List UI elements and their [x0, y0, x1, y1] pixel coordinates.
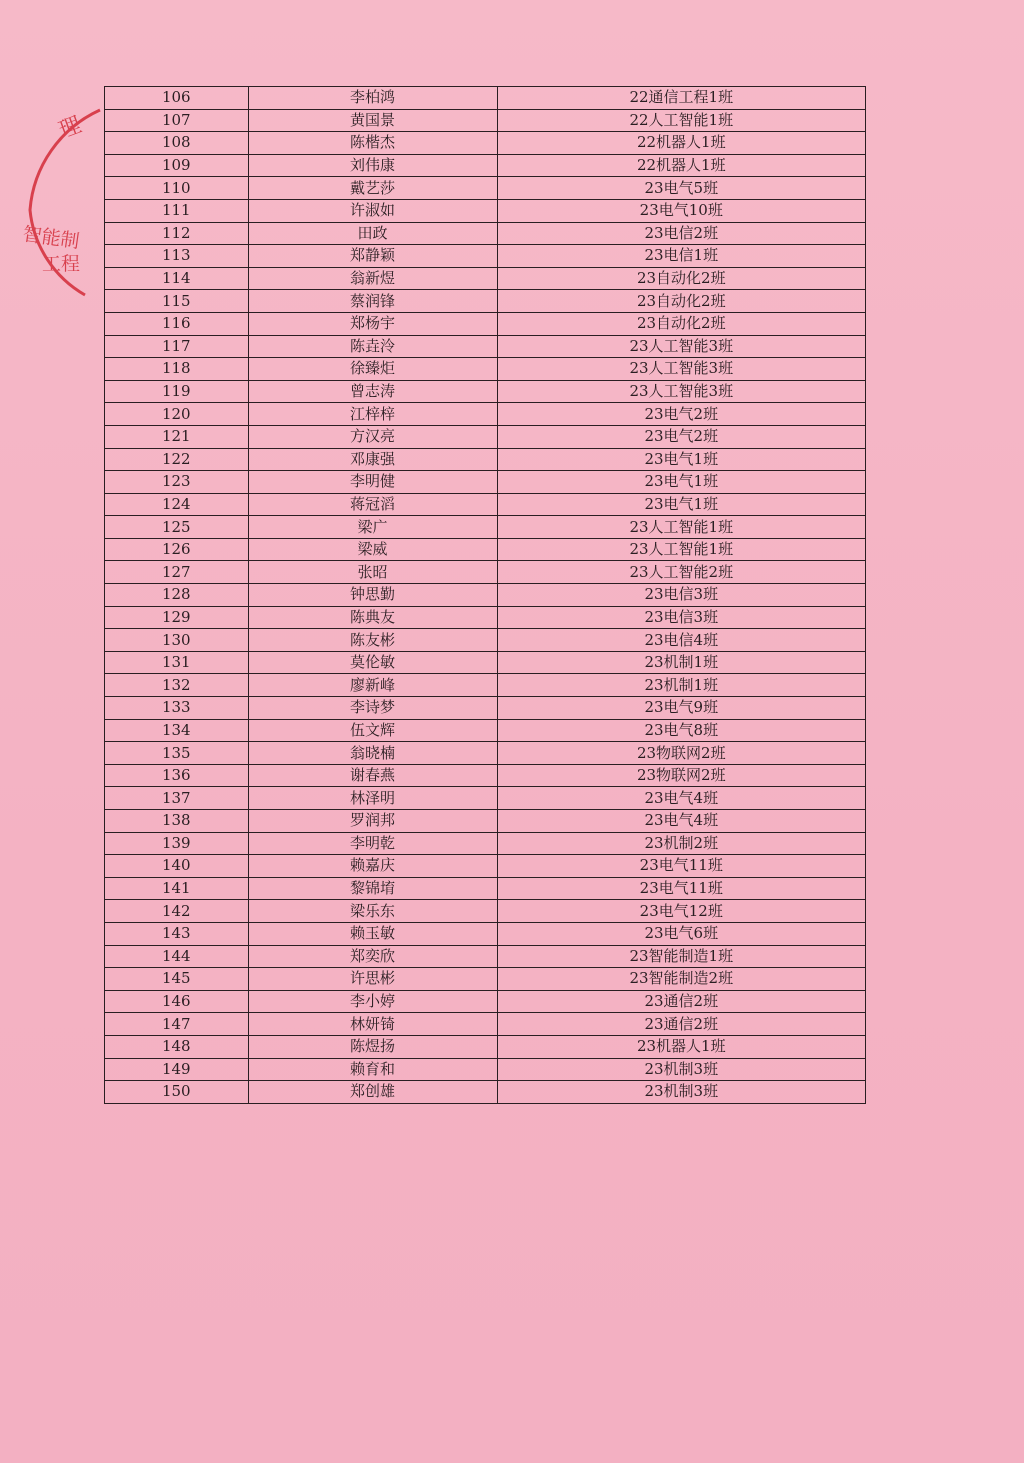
- class-name-cell: 23自动化2班: [497, 312, 865, 335]
- class-name-cell: 23人工智能2班: [497, 561, 865, 584]
- row-number-cell: 148: [105, 1035, 249, 1058]
- table-row: [105, 877, 866, 900]
- class-name-cell: 23自动化2班: [497, 267, 865, 290]
- table-row: [105, 199, 866, 222]
- student-name-cell: 陈垚泠: [248, 335, 497, 358]
- student-name-cell: 戴艺莎: [248, 177, 497, 200]
- row-number-cell: 126: [105, 538, 249, 561]
- student-name-cell: 曾志涛: [248, 380, 497, 403]
- student-name-cell: 林泽明: [248, 787, 497, 810]
- seal-text-3: 工程: [42, 253, 81, 275]
- class-name-cell: 23通信2班: [497, 990, 865, 1013]
- class-name-cell: 23电气1班: [497, 448, 865, 471]
- row-number-cell: 138: [105, 810, 249, 833]
- class-name-cell: 23电气2班: [497, 403, 865, 426]
- class-name-cell: 23电信3班: [497, 584, 865, 607]
- table-row: [105, 697, 866, 720]
- student-name-cell: 郑静颖: [248, 245, 497, 268]
- student-name-cell: 郑杨宇: [248, 312, 497, 335]
- table-row: [105, 403, 866, 426]
- official-seal: [0, 90, 110, 310]
- table-row: [105, 471, 866, 494]
- table-row: [105, 448, 866, 471]
- row-number-cell: 146: [105, 990, 249, 1013]
- table-row: [105, 425, 866, 448]
- student-name-cell: 方汉亮: [248, 425, 497, 448]
- row-number-cell: 130: [105, 629, 249, 652]
- table-row: [105, 968, 866, 991]
- table-row: [105, 787, 866, 810]
- table-row: [105, 651, 866, 674]
- student-name-cell: 李明乾: [248, 832, 497, 855]
- row-number-cell: 136: [105, 764, 249, 787]
- seal-graphic: [0, 90, 110, 310]
- student-name-cell: 郑奕欣: [248, 945, 497, 968]
- class-name-cell: 23人工智能3班: [497, 380, 865, 403]
- student-name-cell: 赖嘉庆: [248, 855, 497, 878]
- class-name-cell: 23电信4班: [497, 629, 865, 652]
- class-name-cell: 23电气4班: [497, 810, 865, 833]
- class-name-cell: 23通信2班: [497, 1013, 865, 1036]
- table-row: [105, 719, 866, 742]
- class-name-cell: 22通信工程1班: [497, 87, 865, 110]
- student-name-cell: 赖玉敏: [248, 922, 497, 945]
- row-number-cell: 111: [105, 199, 249, 222]
- seal-text-2: 智能制: [21, 223, 81, 253]
- table-row: [105, 922, 866, 945]
- class-name-cell: 22机器人1班: [497, 132, 865, 155]
- table-row: [105, 1058, 866, 1081]
- table-row: [105, 1081, 866, 1104]
- student-name-cell: 黄国景: [248, 109, 497, 132]
- student-name-cell: 陈楷杰: [248, 132, 497, 155]
- class-name-cell: 23自动化2班: [497, 290, 865, 313]
- class-name-cell: 23机器人1班: [497, 1035, 865, 1058]
- row-number-cell: 122: [105, 448, 249, 471]
- table-row: [105, 109, 866, 132]
- class-name-cell: 23电气1班: [497, 471, 865, 494]
- class-name-cell: 23电气11班: [497, 855, 865, 878]
- table-row: [105, 132, 866, 155]
- table-row: [105, 267, 866, 290]
- table-row: [105, 674, 866, 697]
- table-row: [105, 606, 866, 629]
- class-name-cell: 23电信2班: [497, 222, 865, 245]
- class-name-cell: 23人工智能1班: [497, 516, 865, 539]
- student-name-cell: 许淑如: [248, 199, 497, 222]
- table-row: [105, 764, 866, 787]
- class-name-cell: 23电气11班: [497, 877, 865, 900]
- student-name-cell: 郑创雄: [248, 1081, 497, 1104]
- table-row: [105, 561, 866, 584]
- row-number-cell: 133: [105, 697, 249, 720]
- class-name-cell: 23电气12班: [497, 900, 865, 923]
- class-name-cell: 23机制3班: [497, 1058, 865, 1081]
- student-name-cell: 李柏鸿: [248, 87, 497, 110]
- student-name-cell: 江梓梓: [248, 403, 497, 426]
- class-name-cell: 23智能制造1班: [497, 945, 865, 968]
- class-name-cell: 23电气1班: [497, 493, 865, 516]
- student-name-cell: 梁广: [248, 516, 497, 539]
- class-name-cell: 23机制3班: [497, 1081, 865, 1104]
- student-name-cell: 李明健: [248, 471, 497, 494]
- row-number-cell: 128: [105, 584, 249, 607]
- row-number-cell: 110: [105, 177, 249, 200]
- row-number-cell: 137: [105, 787, 249, 810]
- class-name-cell: 23物联网2班: [497, 742, 865, 765]
- class-name-cell: 23人工智能3班: [497, 335, 865, 358]
- seal-text-1: 理: [55, 112, 85, 144]
- class-name-cell: 23电气9班: [497, 697, 865, 720]
- row-number-cell: 113: [105, 245, 249, 268]
- row-number-cell: 107: [105, 109, 249, 132]
- class-name-cell: 23智能制造2班: [497, 968, 865, 991]
- student-name-cell: 徐臻炬: [248, 358, 497, 381]
- row-number-cell: 109: [105, 154, 249, 177]
- student-name-cell: 林妍锜: [248, 1013, 497, 1036]
- row-number-cell: 142: [105, 900, 249, 923]
- table-row: [105, 945, 866, 968]
- class-name-cell: 23电气5班: [497, 177, 865, 200]
- table-row: [105, 832, 866, 855]
- table-row: [105, 516, 866, 539]
- class-name-cell: 22机器人1班: [497, 154, 865, 177]
- row-number-cell: 135: [105, 742, 249, 765]
- student-name-cell: 刘伟康: [248, 154, 497, 177]
- table-row: [105, 154, 866, 177]
- table-row: [105, 177, 866, 200]
- row-number-cell: 132: [105, 674, 249, 697]
- row-number-cell: 134: [105, 719, 249, 742]
- row-number-cell: 123: [105, 471, 249, 494]
- class-name-cell: 23电信1班: [497, 245, 865, 268]
- student-name-cell: 李小婷: [248, 990, 497, 1013]
- student-name-cell: 陈煜扬: [248, 1035, 497, 1058]
- row-number-cell: 141: [105, 877, 249, 900]
- class-name-cell: 23电气10班: [497, 199, 865, 222]
- row-number-cell: 116: [105, 312, 249, 335]
- table-row: [105, 358, 866, 381]
- row-number-cell: 121: [105, 425, 249, 448]
- row-number-cell: 129: [105, 606, 249, 629]
- class-name-cell: 23电气4班: [497, 787, 865, 810]
- class-name-cell: 23电信3班: [497, 606, 865, 629]
- student-name-cell: 谢春燕: [248, 764, 497, 787]
- student-name-cell: 伍文辉: [248, 719, 497, 742]
- student-name-cell: 翁新煜: [248, 267, 497, 290]
- class-name-cell: 23物联网2班: [497, 764, 865, 787]
- table-row: [105, 1013, 866, 1036]
- student-name-cell: 翁晓楠: [248, 742, 497, 765]
- table-row: [105, 290, 866, 313]
- class-name-cell: 23机制1班: [497, 651, 865, 674]
- class-name-cell: 23人工智能1班: [497, 538, 865, 561]
- student-name-cell: 廖新峰: [248, 674, 497, 697]
- row-number-cell: 139: [105, 832, 249, 855]
- row-number-cell: 114: [105, 267, 249, 290]
- row-number-cell: 108: [105, 132, 249, 155]
- student-name-cell: 田政: [248, 222, 497, 245]
- class-name-cell: 23电气8班: [497, 719, 865, 742]
- table-row: [105, 855, 866, 878]
- class-name-cell: 23机制2班: [497, 832, 865, 855]
- row-number-cell: 106: [105, 87, 249, 110]
- student-name-cell: 许思彬: [248, 968, 497, 991]
- student-name-cell: 赖育和: [248, 1058, 497, 1081]
- row-number-cell: 115: [105, 290, 249, 313]
- table-row: [105, 742, 866, 765]
- table-row: [105, 245, 866, 268]
- row-number-cell: 131: [105, 651, 249, 674]
- table-row: [105, 493, 866, 516]
- student-name-cell: 李诗梦: [248, 697, 497, 720]
- student-name-cell: 陈典友: [248, 606, 497, 629]
- row-number-cell: 149: [105, 1058, 249, 1081]
- row-number-cell: 145: [105, 968, 249, 991]
- class-name-cell: 23电气6班: [497, 922, 865, 945]
- row-number-cell: 150: [105, 1081, 249, 1104]
- student-name-cell: 钟思勤: [248, 584, 497, 607]
- student-name-cell: 梁乐东: [248, 900, 497, 923]
- row-number-cell: 120: [105, 403, 249, 426]
- student-name-cell: 莫伦敏: [248, 651, 497, 674]
- student-name-cell: 陈友彬: [248, 629, 497, 652]
- student-roster-table: [104, 86, 866, 1104]
- class-name-cell: 22人工智能1班: [497, 109, 865, 132]
- row-number-cell: 125: [105, 516, 249, 539]
- table-row: [105, 380, 866, 403]
- row-number-cell: 124: [105, 493, 249, 516]
- row-number-cell: 118: [105, 358, 249, 381]
- student-name-cell: 张昭: [248, 561, 497, 584]
- table-row: [105, 87, 866, 110]
- table-row: [105, 312, 866, 335]
- row-number-cell: 119: [105, 380, 249, 403]
- class-name-cell: 23人工智能3班: [497, 358, 865, 381]
- student-name-cell: 梁威: [248, 538, 497, 561]
- student-name-cell: 蒋冠滔: [248, 493, 497, 516]
- row-number-cell: 143: [105, 922, 249, 945]
- row-number-cell: 147: [105, 1013, 249, 1036]
- table-row: [105, 1035, 866, 1058]
- student-name-cell: 邓康强: [248, 448, 497, 471]
- row-number-cell: 144: [105, 945, 249, 968]
- student-name-cell: 罗润邦: [248, 810, 497, 833]
- table-row: [105, 584, 866, 607]
- table-row: [105, 222, 866, 245]
- row-number-cell: 140: [105, 855, 249, 878]
- class-name-cell: 23机制1班: [497, 674, 865, 697]
- row-number-cell: 127: [105, 561, 249, 584]
- student-name-cell: 蔡润锋: [248, 290, 497, 313]
- row-number-cell: 112: [105, 222, 249, 245]
- table-row: [105, 335, 866, 358]
- table-row: [105, 629, 866, 652]
- class-name-cell: 23电气2班: [497, 425, 865, 448]
- row-number-cell: 117: [105, 335, 249, 358]
- table-row: [105, 538, 866, 561]
- table-row: [105, 810, 866, 833]
- roster-body: [105, 87, 866, 1104]
- table-row: [105, 990, 866, 1013]
- student-name-cell: 黎锦堉: [248, 877, 497, 900]
- table-row: [105, 900, 866, 923]
